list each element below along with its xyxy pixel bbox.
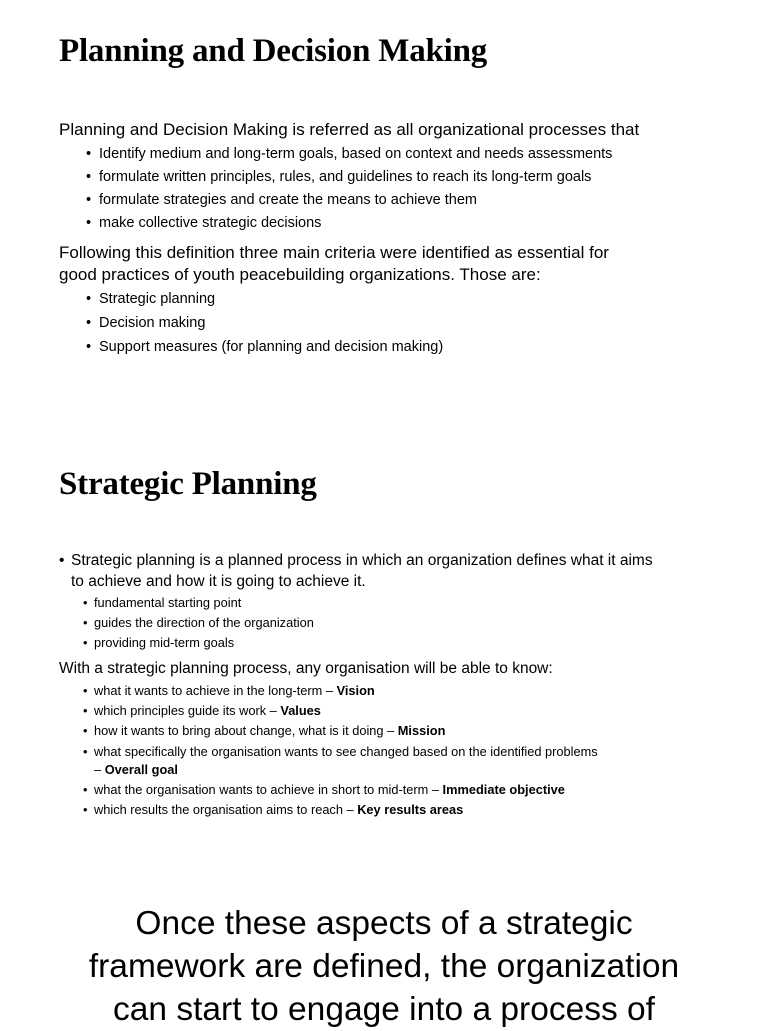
- list-item-term: Key results areas: [357, 802, 464, 817]
- paragraph-line: With a strategic planning process, any organisation will be able to know:: [59, 660, 553, 677]
- list-item-term: Values: [280, 703, 321, 718]
- list-item-term: Vision: [336, 683, 375, 698]
- intro-text: Planning and Decision Making is referred as all organizational processes that: [59, 120, 640, 139]
- list-item-label: fundamental starting point: [94, 595, 242, 610]
- list-item-term: Overall goal: [104, 762, 178, 777]
- statement-line: framework are defined, the organization: [88, 948, 680, 985]
- statement-line: can start to engage into a process of: [113, 991, 655, 1028]
- list-item-label: –: [94, 762, 105, 777]
- paragraph-line: Following this definition three main criteria were identified as essential for: [59, 243, 609, 262]
- list-item-label: formulate strategies and create the means to achieve them: [99, 192, 478, 208]
- list-item-term: Mission: [397, 723, 446, 738]
- list-item-label: how it wants to bring about change, what is it doing –: [94, 723, 398, 738]
- list-item-label: what it wants to achieve in the long-term –: [94, 683, 337, 698]
- list-item-label: Decision making: [99, 315, 206, 331]
- list-item-label: which results the organisation aims to reach –: [94, 802, 358, 817]
- list-item-label: what the organisation wants to achieve in short to mid-term –: [94, 782, 443, 797]
- list-item-label: what specifically the organisation wants to see changed based on the identified problems: [94, 744, 598, 759]
- paragraph-line: good practices of youth peacebuilding organizations. Those are:: [59, 265, 541, 284]
- list-item-label: guides the direction of the organization: [94, 615, 314, 630]
- statement-line: Once these aspects of a strategic: [135, 905, 633, 942]
- list-item-label: Strategic planning: [99, 291, 216, 307]
- list-item-label: which principles guide its work –: [94, 703, 281, 718]
- main-bullet-label: Strategic planning is a planned process in which an organization defines what it aims: [71, 552, 653, 569]
- slide-title: Planning and Decision Making: [59, 33, 488, 69]
- slide-title: Strategic Planning: [59, 466, 317, 502]
- list-item-term: Immediate objective: [442, 782, 565, 797]
- list-item-label: make collective strategic decisions: [99, 215, 322, 231]
- main-bullet-continuation: to achieve and how it is going to achieve it.: [71, 573, 366, 590]
- list-item-label: Support measures (for planning and decision making): [99, 339, 444, 355]
- list-item-label: providing mid-term goals: [94, 635, 235, 650]
- list-item-label: Identify medium and long-term goals, based on context and needs assessments: [99, 146, 613, 162]
- list-item-label: formulate written principles, rules, and guidelines to reach its long-term goals: [99, 169, 592, 185]
